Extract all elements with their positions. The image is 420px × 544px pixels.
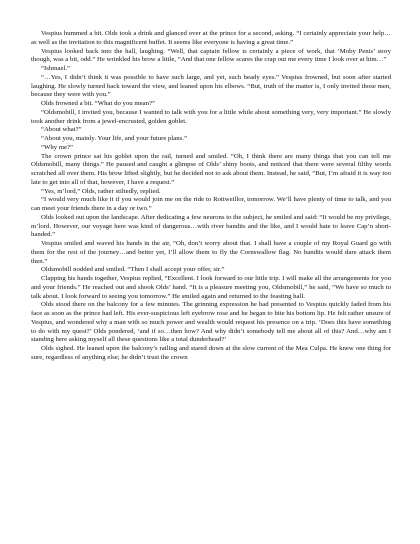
paragraph: “Why me?” xyxy=(41,143,74,151)
paragraph: “Yes, m’lord,” Olds, rather stiltedly, replied. xyxy=(41,187,161,195)
paragraph: Clapping his hands together, Vespius replied, “Excellent. I look forward to our little trip. I will make all the arrangements for you and your friends.” He reached out and shook Olds’ hand. “It is a pleasure meeting you, Oldsmobill,” he said, “We have so much to talk about. I look forward to seeing you tomorrow.” He smiled again and returned to the feasting hall. xyxy=(31,275,391,300)
paragraph: “About what?” xyxy=(41,126,82,134)
paragraph: Olds frowned a bit. “What do you mean?” xyxy=(41,100,155,107)
paragraph: “…Yes, I didn’t think it was possible to have such large, and yet, such beady eyes.” Vespius frowned, but soon after started laughing. He slowly turned back toward the view, and leaned upon his elbows. “But, truth of the matter is, I only invited those men, because they were with you.” xyxy=(31,73,391,99)
paragraph: “Ishmael.” xyxy=(41,65,71,72)
paragraph: “I would very much like it if you would join me on the ride to Rottweillor, tomorrow. We’ll have plenty of time to talk, and you can meet your friends there in a day or two.” xyxy=(31,196,391,212)
paragraph: “About you, mainly. Your life, and your future plans.” xyxy=(41,135,187,142)
paragraph: “Oldsmobill, I invited you, because I wanted to talk with you for a little while about something very, very important.” He slowly took another drink from a jewel-encrusted, golden goblet. xyxy=(31,108,391,125)
paragraph: The crown prince sat his goblet upon the rail, turned and smiled. “Oh, I think there are many things that you can tell me Oldsmobill, many things.” He paused and caught a glimpse of Olds’ shiny boots, and noticed that there were several filthy words scratched all over them. His brow lifted slightly, but he decided not to ask about them. Instead, he said, “But, I’m afraid it is way too late to get into all of that, however, I have a request.” xyxy=(31,152,391,186)
paragraph: Olds looked out upon the landscape. After dedicating a few neurons to the subject, he smiled and said: “It would be my privilege, m’lord. However, our voyage here was kind of dangerous…with river bandits and the like, and I would hate to leave Cap’n short-handed.” xyxy=(31,213,391,239)
paragraph: Vespius smiled and waved his hands in the air, “Oh, don’t worry about that. I shall have a couple of my Royal Guard go with them for the rest of the journey…and better yet, I’ll allow them to fly the Cornswallow flag. No bandits would dare attack them then.” xyxy=(31,240,391,265)
paragraph: Vespius hummed a bit. Olds took a drink and glanced over at the prince for a second, asking. “I certainly appreciate your help…as well as the invitation to this magnificent buffet. It seems like everyone is having a great time.” xyxy=(31,30,391,46)
paragraph: Olds stood there on the balcony for a few minutes. The grinning expression he had presented to Vespius quickly faded from his face as soon as the prince had left. His ever-suspicious left eyebrow rose and he began to bite his bottom lip. He felt rather unsure of Vespius, and wondered why a man with so much power and wealth would request his presence on a trip. ‘Does this have something to do with my quest?’ Olds pondered, ‘and if so…then how? And why didn’t somebody tell me about all of this? And…why am I standing here asking myself all these questions like a total dunderhead?’ xyxy=(31,301,391,344)
paragraph: Vespius looked back into the hall, laughing. “Well, that captain fellow is certainly a piece of work, that ‘Moby Penis’ story though, was a bit, odd.” He wrinkled his brow a little, “And that one fellow scares the crap out me every time I look over at him…” xyxy=(31,47,391,64)
paragraph: Olds sighed. He leaned upon the balcony’s railing and stared down at the slow current of the Mea Culpa. He knew one thing for sure, regardless of anything else; he didn’t trust the crown xyxy=(31,345,391,361)
paragraph: Oldsmobill nodded and smiled. “Then I shall accept your offer, sir.” xyxy=(41,266,225,274)
book-page xyxy=(31,30,391,540)
